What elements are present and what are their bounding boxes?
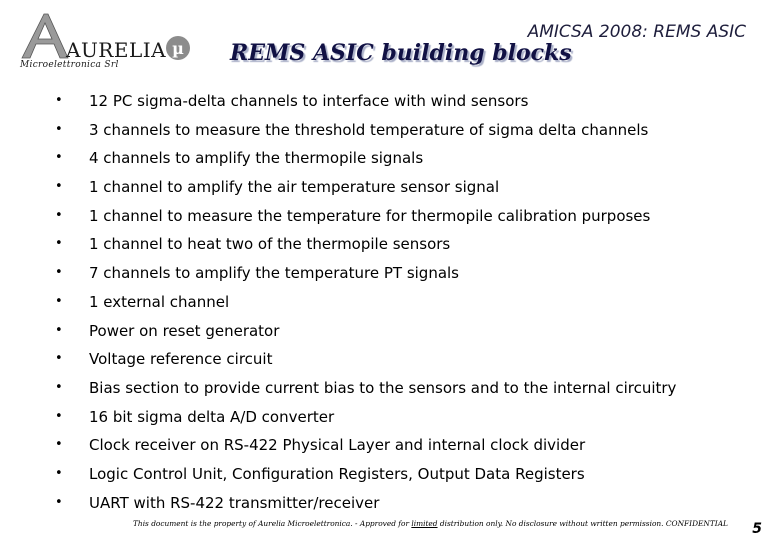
logo-subtitle: Microelettronica Srl [20,60,119,70]
bullet-dot-icon: • [55,150,63,166]
page-number: 5 [752,521,762,537]
bullet-text: UART with RS-422 transmitter/receiver [89,493,380,512]
bullet-dot-icon: • [55,465,63,481]
notice-underlined-word: limited [411,519,438,528]
bullet-dot-icon: • [55,265,63,281]
bullet-dot-icon: • [55,351,63,367]
company-logo [16,10,191,72]
bullet-dot-icon: • [55,408,63,424]
bullet-dot-icon: • [55,379,63,395]
bullet-dot-icon: • [55,236,63,252]
bullet-text: 3 channels to measure the threshold temperature of sigma delta channels [89,120,649,139]
notice-part-2: distribution only. No disclosure without written permission. CONFIDENTIAL [437,519,728,528]
bullet-text: 1 channel to heat two of the thermopile sensors [89,235,451,254]
bullet-dot-icon: • [55,494,63,510]
bullet-text: Clock receiver on RS-422 Physical Layer and internal clock divider [89,436,586,455]
bullet-text: Bias section to provide current bias to the sensors and to the internal circuitry [89,378,677,397]
bullet-text: 7 channels to amplify the temperature PT signals [89,264,459,283]
event-title: AMICSA 2008: REMS ASIC [527,22,746,42]
bullet-dot-icon: • [55,121,63,137]
confidentiality-notice [133,519,728,528]
logo-company-name: AURELIA [66,38,167,62]
slide-title: REMS ASIC building blocks [230,40,572,66]
bullet-text: Power on reset generator [89,321,280,340]
bullet-text: 1 channel to amplify the air temperature sensor signal [89,178,500,197]
bullet-dot-icon: • [55,322,63,338]
bullet-text: Logic Control Unit, Configuration Registers, Output Data Registers [89,464,585,483]
bullet-text: Voltage reference circuit [89,350,273,369]
bullet-text: 4 channels to amplify the thermopile signals [89,149,424,168]
bullet-dot-icon: • [55,293,63,309]
bullet-text: 12 PC sigma-delta channels to interface with wind sensors [89,92,529,110]
bullet-text: 1 external channel [89,292,230,311]
bullet-dot-icon: • [55,93,63,108]
logo-mu-icon: µ [166,36,190,60]
bullet-text: 1 channel to measure the temperature for thermopile calibration purposes [89,206,651,225]
notice-part-1: This document is the property of Aurelia Microelettronica. - Approved for [133,519,412,528]
bullet-dot-icon: • [55,179,63,195]
bullet-text: 16 bit sigma delta A/D converter [89,407,335,426]
bullet-dot-icon: • [55,207,63,223]
bullet-dot-icon: • [55,437,63,453]
